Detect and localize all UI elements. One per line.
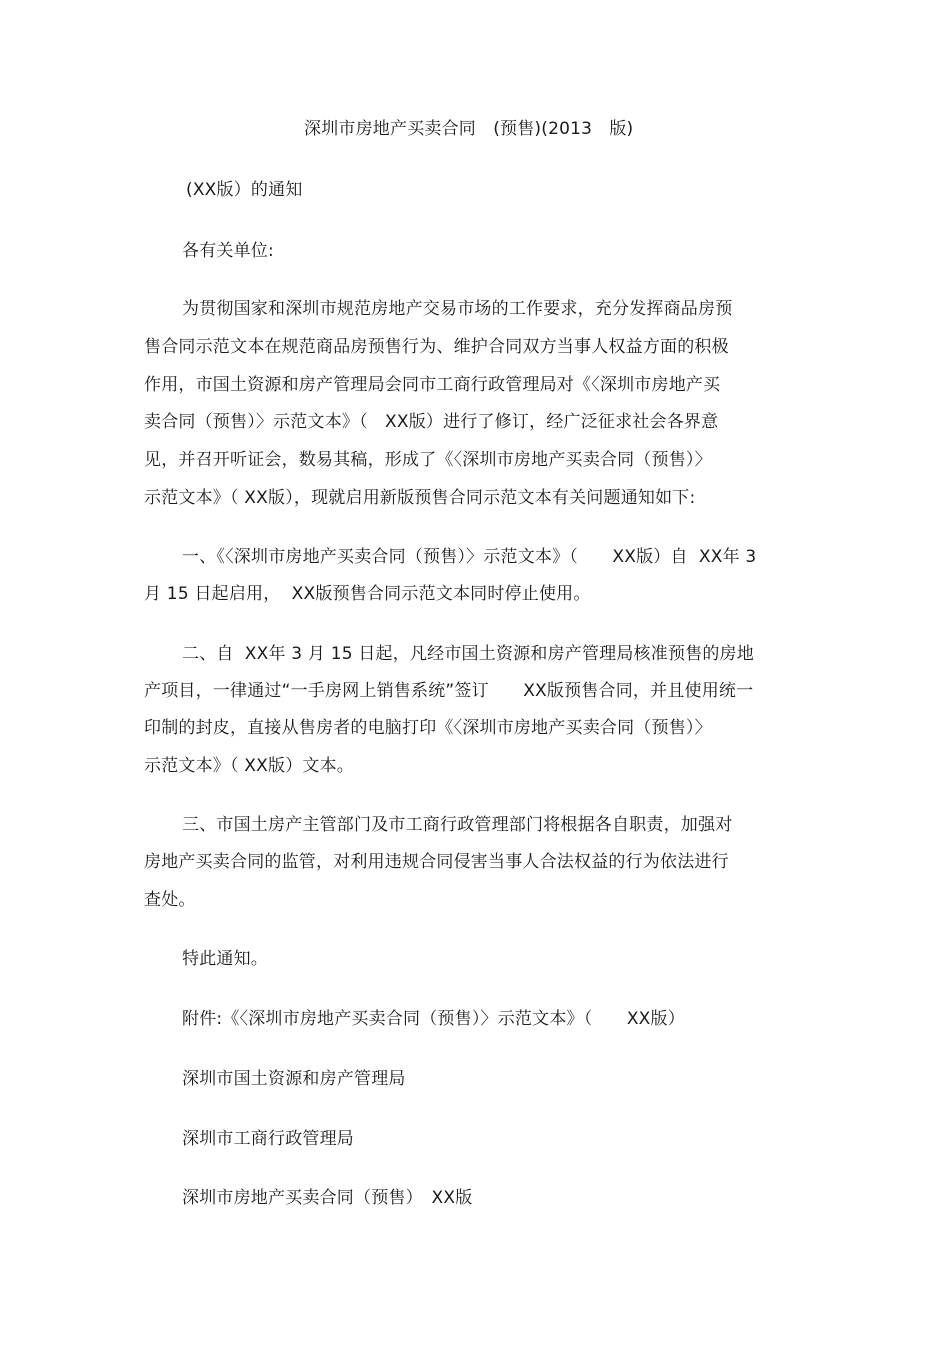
document-subtitle: (XX版）的通知	[186, 180, 303, 200]
item-2-line: 二、自 XX年 3 月 15 日起，凡经市国土资源和房产管理局核准预售的房地	[182, 644, 754, 664]
document-title: 深圳市房地产买卖合同 (预售)(2013 版)	[304, 119, 634, 139]
intro-line: 卖合同（预售）〉示范文本》（ XX版）进行了修订，经广泛征求社会各界意	[144, 412, 719, 432]
closing-text: 特此通知。	[182, 949, 268, 969]
item-1-line: 一、《〈深圳市房地产买卖合同（预售）〉示范文本》（ XX版）自 XX年 3	[182, 547, 757, 567]
item-1-line: 月 15 日起启用， XX版预售合同示范文本同时停止使用。	[144, 584, 591, 604]
item-3-line: 查处。	[144, 890, 196, 910]
intro-line: 作用，市国土资源和房产管理局会同市工商行政管理局对《〈深圳市房地产买	[144, 375, 721, 395]
intro-line: 见，并召开听证会，数易其稿，形成了《〈深圳市房地产买卖合同（预售）〉	[144, 450, 712, 470]
salutation: 各有关单位:	[182, 241, 274, 261]
item-3-line: 三、市国土房产主管部门及市工商行政管理部门将根据各自职责，加强对	[182, 815, 733, 835]
intro-line: 示范文本》（ XX版），现就启用新版预售合同示范文本有关问题通知如下:	[144, 488, 696, 508]
item-2-line: 示范文本》（ XX版）文本。	[144, 756, 354, 776]
item-2-line: 印制的封皮，直接从售房者的电脑打印《〈深圳市房地产买卖合同（预售）〉	[144, 718, 712, 738]
signatory: 深圳市国土资源和房产管理局	[182, 1069, 406, 1089]
attachment-line: 附件:《〈深圳市房地产买卖合同（预售）〉示范文本》（ XX版）	[182, 1009, 685, 1029]
item-3-line: 房地产买卖合同的监管，对利用违规合同侵害当事人合法权益的行为依法进行	[144, 852, 729, 872]
intro-line: 为贯彻国家和深圳市规范房地产交易市场的工作要求，充分发挥商品房预	[182, 299, 733, 319]
signatory: 深圳市房地产买卖合同（预售） XX版	[182, 1188, 473, 1208]
item-2-line: 产项目，一律通过“一手房网上销售系统”签订 XX版预售合同，并且使用统一	[144, 681, 754, 701]
signatory: 深圳市工商行政管理局	[182, 1129, 354, 1149]
intro-line: 售合同示范文本在规范商品房预售行为、维护合同双方当事人权益方面的积极	[144, 337, 729, 357]
